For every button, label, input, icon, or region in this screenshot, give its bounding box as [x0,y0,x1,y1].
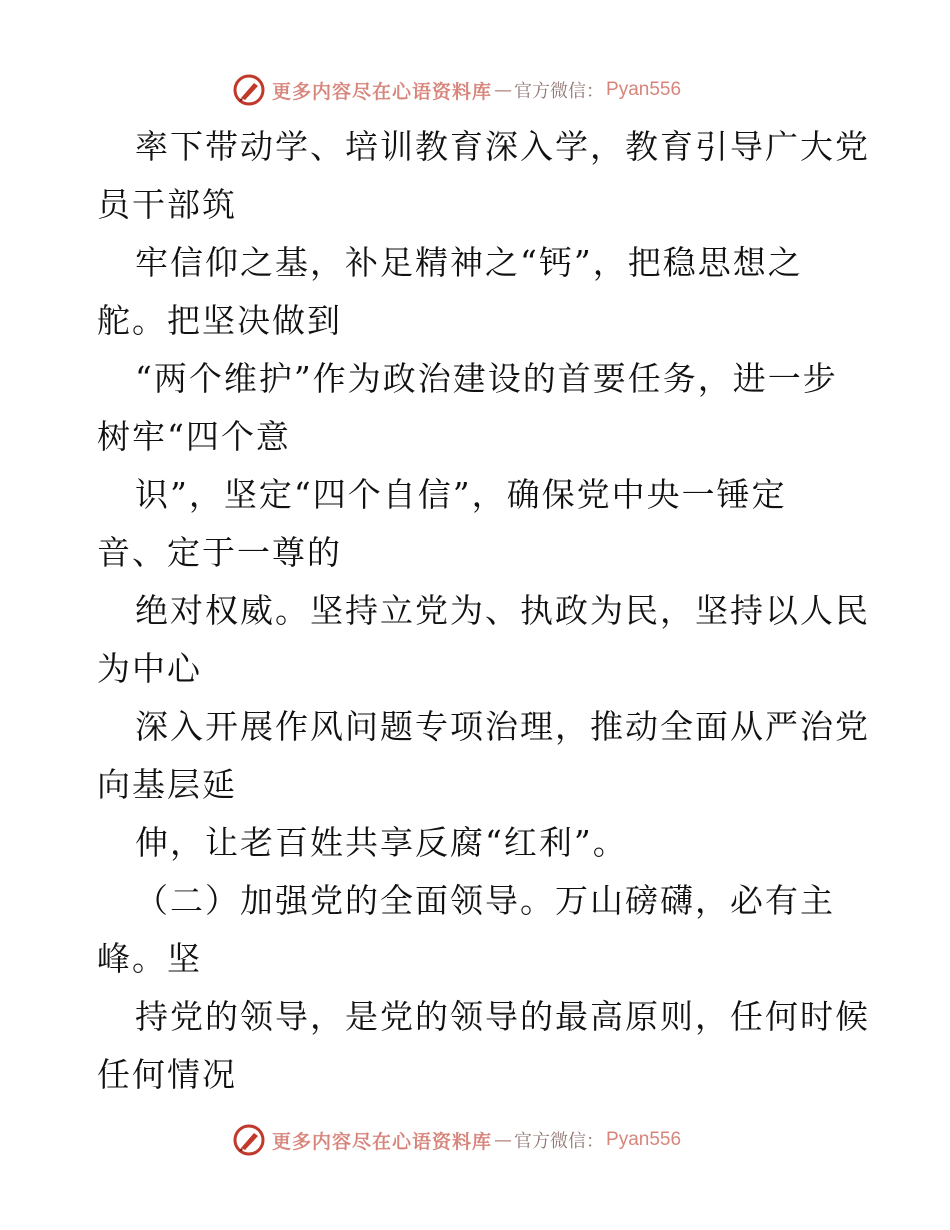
watermark-wechat-id: Pyan556 [606,1129,682,1150]
watermark-separator: — [494,1129,513,1151]
text-line: 向基层延 [97,765,237,804]
watermark-wechat-label: 官方微信： [514,81,605,102]
text-line: 持党的领导，是党的领导的最高原则，任何时候 [135,997,870,1036]
watermark-separator: — [494,79,513,101]
text-line: 绝对权威。坚持立党为、执政为民，坚持以人民 [135,591,870,630]
text-line: 音、定于一尊的 [97,533,342,572]
watermark-brand: 更多内容尽在心语资料库 [272,80,493,103]
text-line: 峰。坚 [97,939,202,978]
body-text [97,118,870,1104]
text-line: 伸，让老百姓共享反腐“红利”。 [135,823,628,862]
pen-logo-icon [232,73,266,107]
pen-logo-icon [232,1123,266,1157]
footer-watermark [232,1120,752,1160]
text-line: （二）加强党的全面领导。万山磅礴，必有主 [135,881,835,920]
text-line: 为中心 [97,649,202,688]
text-line: 任何情况 [97,1055,237,1094]
text-line: 牢信仰之基，补足精神之“钙”，把稳思想之 [135,243,803,282]
text-line: 舵。把坚决做到 [97,301,342,340]
watermark-wechat-label: 官方微信： [514,1131,605,1152]
text-line: 树牢“四个意 [97,417,291,456]
text-line: 率下带动学、培训教育深入学，教育引导广大党 [135,127,870,166]
text-line: 深入开展作风问题专项治理，推动全面从严治党 [135,707,870,746]
text-line: “两个维护”作为政治建设的首要任务，进一步 [135,359,838,398]
header-watermark [232,70,752,110]
watermark-brand: 更多内容尽在心语资料库 [272,1130,493,1153]
watermark-wechat-id: Pyan556 [606,79,682,100]
text-line: 识”，坚定“四个自信”，确保党中央一锤定 [135,475,787,514]
text-line: 员干部筑 [97,185,237,224]
